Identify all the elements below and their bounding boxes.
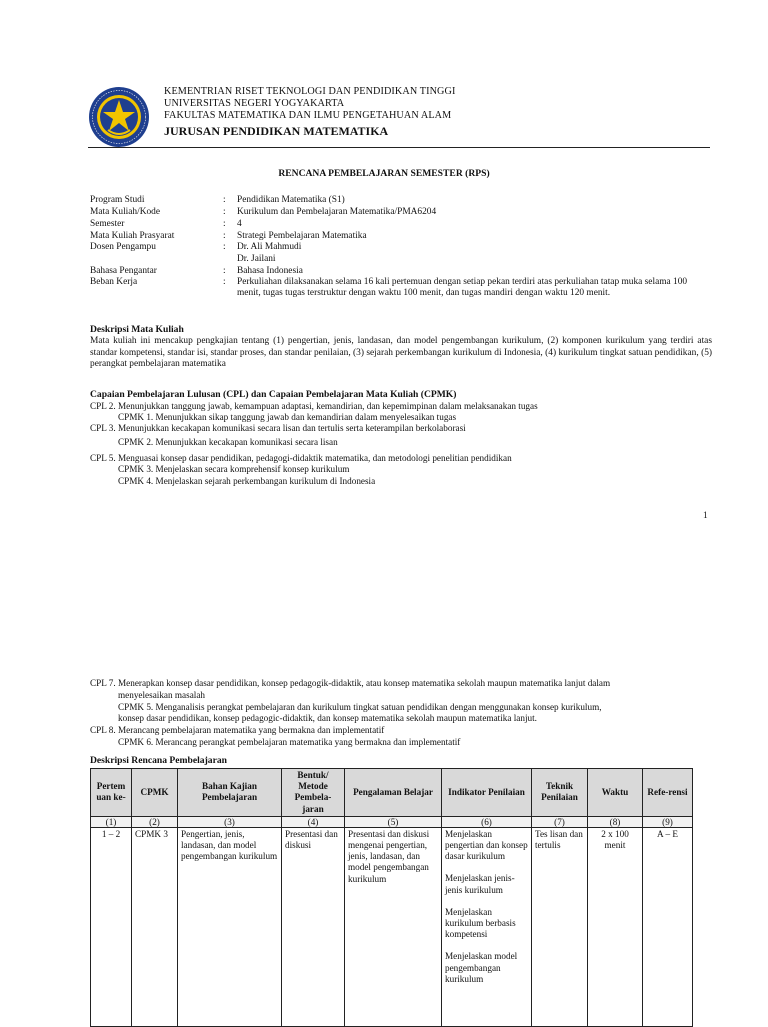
info-label: Dosen Pengampu <box>90 242 156 252</box>
column-header: Bentuk/ Metode Pembela-jaran <box>282 769 345 817</box>
university-seal-logo <box>88 86 150 148</box>
column-number: (1) <box>91 816 132 827</box>
cpl-7-continued: menyelesaikan masalah <box>118 690 205 700</box>
column-header: Indikator Penilaian <box>442 769 532 817</box>
cpmk-5: CPMK 5. Menganalisis perangkat pembelajaran dan kurikulum tingkat satuan pendidikan dengan menggunakan konsep kurikulum, <box>118 702 602 712</box>
header-divider <box>88 147 710 148</box>
cpl-2: CPL 2. Menunjukkan tanggung jawab, kemampuan adaptasi, kemandirian, dan kepemimpinan dalam melaksanakan tugas <box>90 401 538 411</box>
cell-assessment-technique: Tes lisan dan tertulis <box>532 827 588 1026</box>
cpl-8: CPL 8. Merancang pembelajaran matematika yang bermakna dan implementatif <box>90 725 385 735</box>
cell-indicators <box>442 827 532 1026</box>
column-header: Bahan Kajian Pembelajaran <box>178 769 282 817</box>
cpl-5: CPL 5. Menguasai konsep dasar pendidikan, pedagogi-didaktik matematika, dan metodologi penelitian pendidikan <box>90 453 512 463</box>
faculty-name: FAKULTAS MATEMATIKA DAN ILMU PENGETAHUAN ALAM <box>164 110 452 121</box>
info-label: Bahasa Pengantar <box>90 266 157 276</box>
info-label: Beban Kerja <box>90 277 138 287</box>
cpmk-1: CPMK 1. Menunjukkan sikap tanggung jawab dan kemandirian dalam menyelesaikan tugas <box>118 412 457 422</box>
column-header: Refe-rensi <box>643 769 693 817</box>
page-number: 1 <box>703 511 708 521</box>
column-header: Pengalaman Belajar <box>345 769 442 817</box>
cell-meeting: 1 – 2 <box>91 827 132 1026</box>
indicator-item: Menjelaskan pengertian dan konsep dasar kurikulum <box>445 828 528 862</box>
cell-cpmk: CPMK 3 <box>132 827 178 1026</box>
column-number: (9) <box>643 816 693 827</box>
info-value: Pendidikan Matematika (S1) <box>237 195 345 205</box>
info-value: Kurikulum dan Pembelajaran Matematika/PMA6204 <box>237 207 437 217</box>
info-label: Semester <box>90 219 125 229</box>
university-name: UNIVERSITAS NEGERI YOGYAKARTA <box>164 98 345 109</box>
info-value: Strategi Pembelajaran Matematika <box>237 231 367 241</box>
cpmk-2: CPMK 2. Menunjukkan kecakapan komunikasi secara lisan <box>118 437 338 447</box>
learning-plan-table <box>90 768 693 1027</box>
course-description-text: Mata kuliah ini mencakup pengkajian tentang (1) pengertian, jenis, landasan, dan model pengembangan kurikulum, (2) komponen kurikulum yang terdiri atas standar kompetensi, standar isi, standar proses, dan standar penilaian, (3) sejarah perkembangan kurikulum di Indonesia, (4) kurikulum tingkat satuan pendidikan, (5) perangkat pembelajaran matematika <box>90 336 712 370</box>
department-name: JURUSAN PENDIDIKAN MATEMATIKA <box>164 124 389 138</box>
cpmk-6: CPMK 6. Merancang perangkat pembelajaran matematika yang bermakna dan implementatif <box>118 737 461 747</box>
info-value: Dr. Ali Mahmudi <box>237 242 302 252</box>
document-title: RENCANA PEMBELAJARAN SEMESTER (RPS) <box>278 168 490 179</box>
cell-learning-experience: Presentasi dan diskusi mengenai pengertian, jenis, landasan, dan model pengembangan kurikulum <box>345 827 442 1026</box>
column-number: (8) <box>588 816 643 827</box>
column-number: (3) <box>178 816 282 827</box>
table-header-row <box>91 769 693 817</box>
info-value: 4 <box>237 219 242 229</box>
info-value: Perkuliahan dilaksanakan selama 16 kali pertemuan dengan setiap pekan terdiri atas perkuliahan tatap muka selama 100 menit, tugas tugas terstruktur dengan waktu 100 menit, dan tugas mandiri dengan waktu 120 menit. <box>237 277 688 299</box>
cell-study-material: Pengertian, jenis, landasan, dan model pengembangan kurikulum <box>178 827 282 1026</box>
column-number: (6) <box>442 816 532 827</box>
info-value: Dr. Jailani <box>237 254 276 264</box>
table-number-row <box>91 816 693 827</box>
cpmk-4: CPMK 4. Menjelaskan sejarah perkembangan kurikulum di Indonesia <box>118 476 376 486</box>
column-number: (5) <box>345 816 442 827</box>
cpmk-3: CPMK 3. Menjelaskan secara komprehensif konsep kurikulum <box>118 464 350 474</box>
course-description-heading: Deskripsi Mata Kuliah <box>90 324 184 335</box>
cell-time: 2 x 100 menit <box>588 827 643 1026</box>
info-label: Program Studi <box>90 195 145 205</box>
column-header: CPMK <box>132 769 178 817</box>
cpl-7: CPL 7. Menerapkan konsep dasar pendidikan, konsep pedagogik-didaktik, atau konsep matematika sekolah maupun matematika lanjut dalam <box>90 678 611 688</box>
table-row <box>91 827 693 1026</box>
ministry-name: KEMENTRIAN RISET TEKNOLOGI DAN PENDIDIKAN TINGGI <box>164 86 456 97</box>
cpl-heading: Capaian Pembelajaran Lulusan (CPL) dan Capaian Pembelajaran Mata Kuliah (CPMK) <box>90 389 457 400</box>
indicator-item: Menjelaskan jenis-jenis kurikulum <box>445 873 515 895</box>
column-number: (2) <box>132 816 178 827</box>
info-value: Bahasa Indonesia <box>237 266 303 276</box>
column-header: Pertem uan ke- <box>91 769 132 817</box>
info-label: Mata Kuliah Prasyarat <box>90 231 175 241</box>
info-label: Mata Kuliah/Kode <box>90 207 161 217</box>
cpmk-5-continued: konsep dasar pendidikan, konsep pedagogic-didaktik, dan konsep matematika sekolah maupun matematika lanjut. <box>118 713 537 723</box>
cell-reference: A – E <box>643 827 693 1026</box>
indicator-item: Menjelaskan kurikulum berbasis kompetensi <box>445 906 516 940</box>
learning-plan-heading: Deskripsi Rencana Pembelajaran <box>90 755 227 766</box>
cell-method: Presentasi dan diskusi <box>282 827 345 1026</box>
column-number: (4) <box>282 816 345 827</box>
column-number: (7) <box>532 816 588 827</box>
column-header: Waktu <box>588 769 643 817</box>
indicator-item: Menjelaskan model pengembangan kurikulum <box>445 951 518 984</box>
column-header: Teknik Penilaian <box>532 769 588 817</box>
cpl-3: CPL 3. Menunjukkan kecakapan komunikasi secara lisan dan tertulis serta keterampilan berkolaborasi <box>90 423 466 433</box>
